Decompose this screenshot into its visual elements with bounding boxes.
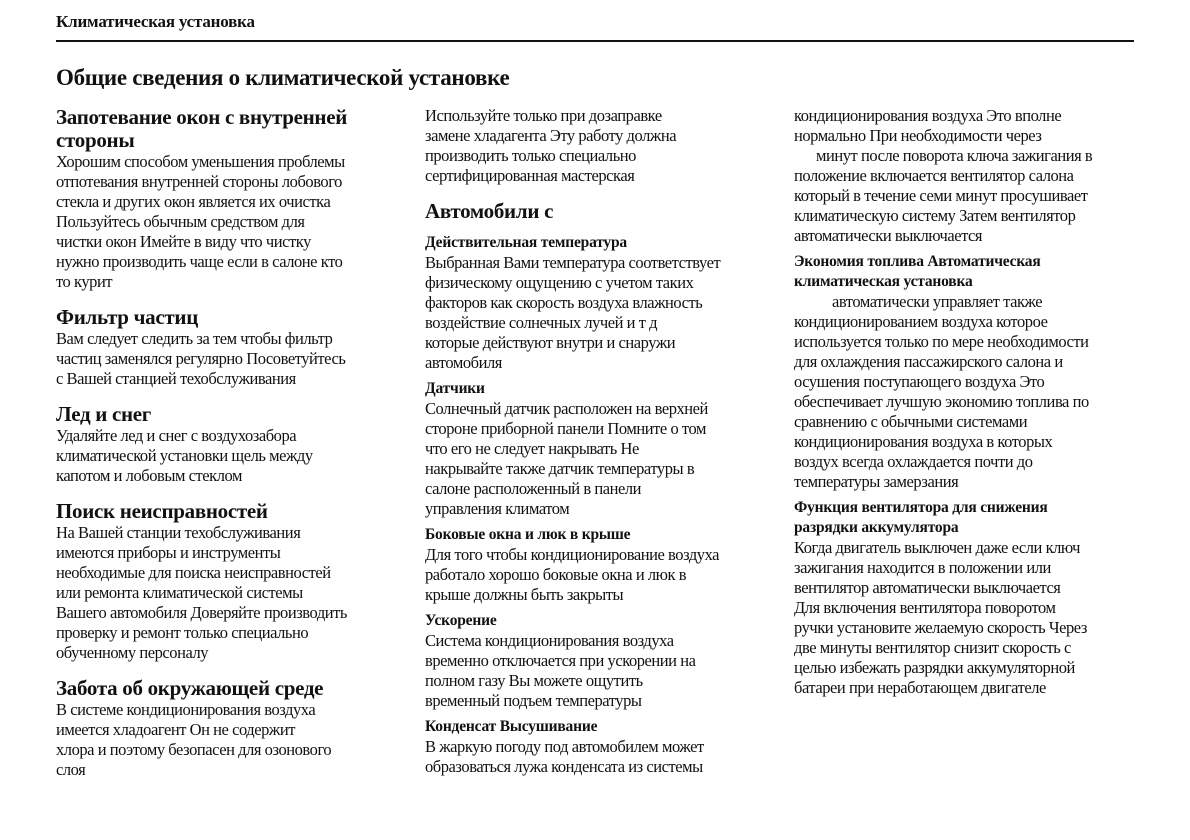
section-heading: Экономия топлива Автоматическая климатическая установка: [794, 253, 1041, 290]
section-text: Удаляйте лед и снег с воздухозабора климатической установки щель между капотом и лобовым стеклом: [56, 426, 313, 485]
continued-text: кондиционирования воздуха Это вполне нормально При необходимости через: [794, 106, 1062, 145]
continued-text: положение включается вентилятор салона который в течение семи минут просушивает климатическую систему Затем вентилятор автоматически выключается: [794, 166, 1088, 245]
section-fuel-economy: [794, 252, 1139, 492]
header-divider: [56, 40, 1134, 42]
section-heading: Лед и снег: [56, 402, 152, 426]
section-text: Выбранная Вами температура соответствует физическому ощущению с учетом таких факторов как скорость воздуха влажность воздействие солнечных лучей и т д которые действуют внутри и снаружи автомобиля: [425, 253, 721, 372]
section-heading: Запотевание окон с внутренней стороны: [56, 105, 348, 152]
running-header: Климатическая установка: [56, 12, 255, 31]
section-heading: Боковые окна и люк в крыше: [425, 526, 631, 543]
section-text: Система кондиционирования воздуха временно отключается при ускорении на полном газу Вы можете ощутить временный подъем температуры: [425, 631, 696, 710]
section-side-windows-sunroof: [425, 525, 770, 605]
section-acceleration: [425, 611, 770, 711]
subsection-title: Автомобили с: [425, 199, 554, 223]
section-sensors: [425, 379, 770, 519]
section-troubleshooting: [56, 500, 401, 663]
section-heading: Датчики: [425, 380, 485, 397]
section-text: Для того чтобы кондиционирование воздуха работало хорошо боковые окна и люк в крыше должны быть закрыты: [425, 545, 720, 604]
continued-text: минут после поворота ключа зажигания в: [816, 146, 1093, 165]
section-text: В жаркую погоду под автомобилем может образоваться лужа конденсата из системы: [425, 737, 704, 776]
section-actual-temperature: [425, 233, 770, 373]
section-heading: Конденсат Высушивание: [425, 718, 598, 735]
section-text: Хорошим способом уменьшения проблемы отпотевания внутренней стороны лобового стекла и других окон является их очистка Пользуйтесь обычным средством для чистки окон Имейте в виду что чистку нужно производить чаще если в салоне кто то курит: [56, 152, 345, 291]
section-text: На Вашей станции техобслуживания имеются приборы и инструменты необходимые для поиска неисправностей или ремонта климатической системы Вашего автомобиля Доверяйте производить проверку и ремонт только специально обученному персоналу: [56, 523, 347, 662]
column-2: [425, 106, 770, 777]
intro-text: Используйте только при дозаправке замене хладагента Эту работу должна производить только специально сертифицированная мастерская: [425, 106, 677, 185]
section-heading: Забота об окружающей среде: [56, 676, 324, 700]
section-text: Вам следует следить за тем чтобы фильтр частиц заменялся регулярно Посоветуйтесь с Вашей станцией техобслуживания: [56, 329, 346, 388]
column-1: [56, 106, 401, 780]
section-heading: Действительная температура: [425, 234, 627, 251]
section-text: Когда двигатель выключен даже если ключ зажигания находится в положении или вентилятор автоматически выключается Для включения вентилятора поворотом ручки установите желаемую скорость Через две минуты вентилятор снизит скорость с целью избежать разрядки аккумуляторной батареи при неработающем двигателе: [794, 538, 1087, 697]
section-environment: [56, 677, 401, 780]
section-heading: Поиск неисправностей: [56, 499, 268, 523]
section-text: В системе кондиционирования воздуха имеется хладоагент Он не содержит хлора и поэтому безопасен для озонового слоя: [56, 700, 332, 779]
section-heading: Функция вентилятора для снижения разрядки аккумулятора: [794, 499, 1048, 536]
section-fan-battery: [794, 498, 1139, 698]
section-window-fogging: [56, 106, 401, 292]
section-text: кондиционированием воздуха которое используется только по мере необходимости для охлаждения пассажирского салона и осушения поступающего воздуха Это обеспечивает лучшую экономию топлива по сравнению с обычными системами кондиционирования воздуха в которых воздух всегда охлаждается почти до температуры замерзания: [794, 312, 1089, 491]
page-title: Общие сведения о климатической установке: [56, 65, 510, 90]
section-text: автоматически управляет также: [832, 292, 1043, 311]
section-ice-snow: [56, 403, 401, 486]
column-3: [794, 106, 1139, 698]
section-heading: Фильтр частиц: [56, 305, 199, 329]
section-heading: Ускорение: [425, 612, 497, 629]
section-particle-filter: [56, 306, 401, 389]
section-text: Солнечный датчик расположен на верхней стороне приборной панели Помните о том что его не следует накрывать Не накрывайте также датчик температуры в салоне расположенный в панели управления климатом: [425, 399, 708, 518]
section-condensate-drying: [425, 717, 770, 777]
